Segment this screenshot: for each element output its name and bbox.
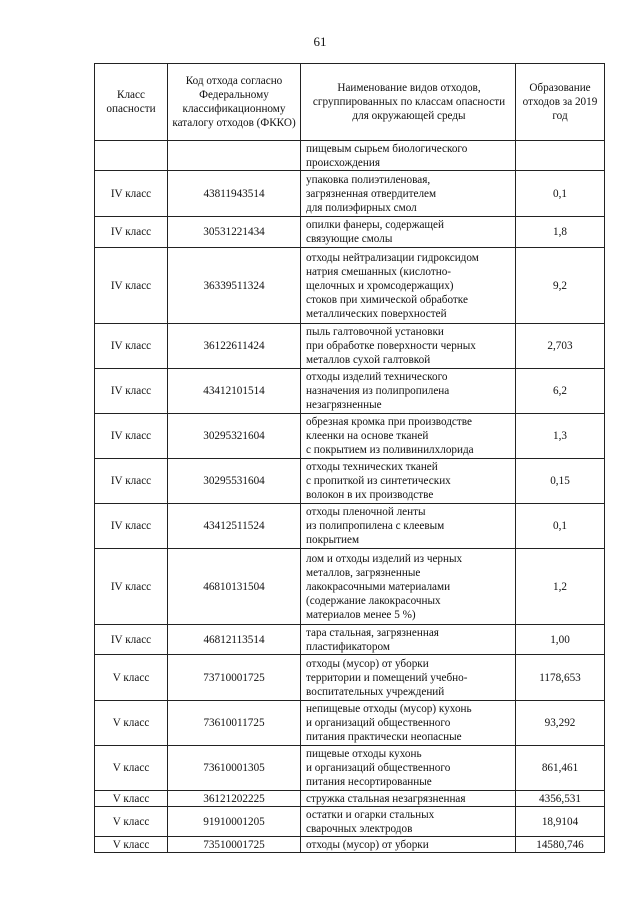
table-row — [95, 655, 605, 701]
header-amount: Образование отходов за 2019 год — [516, 64, 605, 141]
cell-waste-name: опилки фанеры, содержащей связующие смолы — [301, 217, 516, 248]
cell-fkko-code: 30295321604 — [168, 414, 301, 459]
page-number: 61 — [313, 34, 327, 49]
cell-hazard-class: IV класс — [95, 324, 168, 369]
cell-waste-name: непищевые отходы (мусор) кухонь и организаций общественного питания практически неопасные — [301, 701, 516, 746]
cell-hazard-class: IV класс — [95, 369, 168, 414]
table-row — [95, 217, 605, 248]
cell-hazard-class: V класс — [95, 807, 168, 837]
cell-amount: 6,2 — [516, 369, 605, 414]
header-fkko-code: Код отхода согласно Федеральному классификационному каталогу отходов (ФККО) — [168, 64, 301, 141]
cell-fkko-code: 30295531604 — [168, 459, 301, 504]
cell-amount: 9,2 — [516, 248, 605, 324]
table-row — [95, 414, 605, 459]
cell-waste-name: отходы (мусор) от уборки территории и помещений учебно- воспитательных учреждений — [301, 655, 516, 701]
cell-amount: 18,9104 — [516, 807, 605, 837]
cell-fkko-code: 91910001205 — [168, 807, 301, 837]
cell-fkko-code: 73610011725 — [168, 701, 301, 746]
cell-waste-name: пищевым сырьем биологического происхождения — [301, 141, 516, 171]
cell-fkko-code: 73510001725 — [168, 837, 301, 853]
cell-fkko-code: 43412101514 — [168, 369, 301, 414]
cell-amount: 0,15 — [516, 459, 605, 504]
cell-amount: 1,3 — [516, 414, 605, 459]
cell-hazard-class: IV класс — [95, 217, 168, 248]
cell-hazard-class: IV класс — [95, 171, 168, 217]
table-row — [95, 324, 605, 369]
cell-amount: 2,703 — [516, 324, 605, 369]
cell-hazard-class: V класс — [95, 701, 168, 746]
cell-fkko-code: 73610001305 — [168, 746, 301, 791]
table-row — [95, 369, 605, 414]
cell-waste-name: отходы изделий технического назначения из полипропилена незагрязненные — [301, 369, 516, 414]
cell-hazard-class: V класс — [95, 746, 168, 791]
cell-waste-name: отходы пленочной ленты из полипропилена с клеевым покрытием — [301, 504, 516, 549]
table-row — [95, 248, 605, 324]
cell-hazard-class — [95, 141, 168, 171]
cell-waste-name: пыль галтовочной установки при обработке поверхности черных металлов сухой галтовкой — [301, 324, 516, 369]
table-row — [95, 549, 605, 625]
cell-waste-name: отходы (мусор) от уборки — [301, 837, 516, 853]
cell-hazard-class: IV класс — [95, 504, 168, 549]
cell-fkko-code: 36339511324 — [168, 248, 301, 324]
cell-amount: 1,00 — [516, 625, 605, 655]
cell-amount: 14580,746 — [516, 837, 605, 853]
header-hazard-class: Класс опасности — [95, 64, 168, 141]
cell-amount: 93,292 — [516, 701, 605, 746]
cell-fkko-code — [168, 141, 301, 171]
cell-fkko-code: 43811943514 — [168, 171, 301, 217]
header-waste-name: Наименование видов отходов, сгруппированных по классам опасности для окружающей среды — [301, 64, 516, 141]
table-header-row — [95, 64, 605, 141]
cell-waste-name: обрезная кромка при производстве клеенки на основе тканей с покрытием из поливинилхлорида — [301, 414, 516, 459]
cell-waste-name: упаковка полиэтиленовая, загрязненная отвердителем для полиэфирных смол — [301, 171, 516, 217]
cell-amount: 1,8 — [516, 217, 605, 248]
cell-hazard-class: IV класс — [95, 414, 168, 459]
table-body — [95, 141, 605, 853]
cell-amount: 0,1 — [516, 504, 605, 549]
cell-hazard-class: V класс — [95, 655, 168, 701]
table-row — [95, 459, 605, 504]
cell-amount: 1178,653 — [516, 655, 605, 701]
cell-hazard-class: V класс — [95, 791, 168, 807]
waste-table — [94, 63, 605, 853]
cell-fkko-code: 36121202225 — [168, 791, 301, 807]
cell-fkko-code: 46812113514 — [168, 625, 301, 655]
cell-waste-name: отходы нейтрализации гидроксидом натрия смешанных (кислотно- щелочных и хромсодержащих) стоков при химической обработке металлических поверхностей — [301, 248, 516, 324]
cell-hazard-class: IV класс — [95, 248, 168, 324]
cell-hazard-class: V класс — [95, 837, 168, 853]
cell-waste-name: пищевые отходы кухонь и организаций общественного питания несортированные — [301, 746, 516, 791]
cell-waste-name: тара стальная, загрязненная пластификатором — [301, 625, 516, 655]
cell-waste-name: остатки и огарки стальных сварочных электродов — [301, 807, 516, 837]
table-row — [95, 504, 605, 549]
cell-hazard-class: IV класс — [95, 625, 168, 655]
cell-amount: 0,1 — [516, 171, 605, 217]
table-row — [95, 171, 605, 217]
cell-waste-name: отходы технических тканей с пропиткой из синтетических волокон в их производстве — [301, 459, 516, 504]
cell-fkko-code: 43412511524 — [168, 504, 301, 549]
cell-amount — [516, 141, 605, 171]
cell-fkko-code: 30531221434 — [168, 217, 301, 248]
table-row — [95, 807, 605, 837]
cell-waste-name: лом и отходы изделий из черных металлов, загрязненные лакокрасочными материалами (содержание лакокрасочных материалов менее 5 %) — [301, 549, 516, 625]
cell-amount: 861,461 — [516, 746, 605, 791]
table-row — [95, 701, 605, 746]
cell-fkko-code: 73710001725 — [168, 655, 301, 701]
cell-fkko-code: 36122611424 — [168, 324, 301, 369]
cell-amount: 1,2 — [516, 549, 605, 625]
table-row — [95, 625, 605, 655]
cell-hazard-class: IV класс — [95, 549, 168, 625]
table-row — [95, 746, 605, 791]
cell-fkko-code: 46810131504 — [168, 549, 301, 625]
table-row — [95, 837, 605, 853]
table-row — [95, 141, 605, 171]
table-row — [95, 791, 605, 807]
cell-amount: 4356,531 — [516, 791, 605, 807]
cell-waste-name: стружка стальная незагрязненная — [301, 791, 516, 807]
cell-hazard-class: IV класс — [95, 459, 168, 504]
